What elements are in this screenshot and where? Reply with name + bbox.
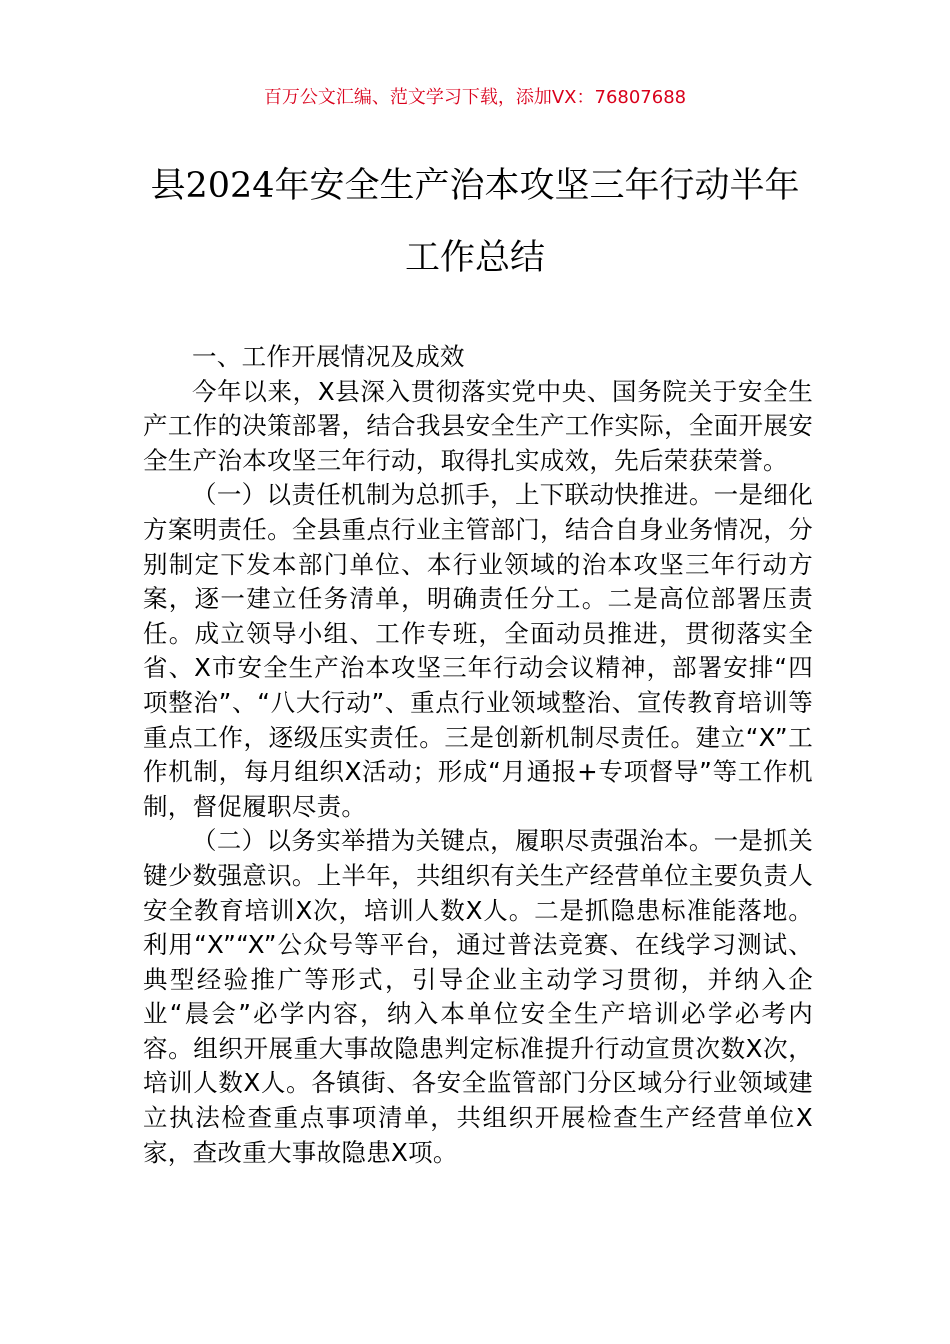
promo-banner: 百万公文汇编、范文学习下载，添加VX：76807688 xyxy=(263,87,687,108)
paragraph-measures: （二）以务实举措为关键点，履职尽责强治本。一是抓关键少数强意识。上半年，共组织有关生产经营单位主要负责人安全教育培训X次，培训人数X人。二是抓隐患标准能落地。利用“X”“X”公众号等平台，通过普法竞赛、在线学习测试、典型经验推广等形式，引导企业主动学习贯彻，并纳入企业“晨会”必学内容，纳入本单位安全生产培训必学必考内容。组织开展重大事故隐患判定标准提升行动宣贯次数X次，培训人数X人。各镇街、各安全监管部门分区域分行业领域建立执法检查重点事项清单，共组织开展检查生产经营单位X家，查改重大事故隐患X项。 xyxy=(143,826,813,1167)
document-title xyxy=(120,150,830,294)
title-line-1: 县2024年安全生产治本攻坚三年行动半年 xyxy=(150,166,800,206)
paragraph-responsibility: （一）以责任机制为总抓手，上下联动快推进。一是细化方案明责任。全县重点行业主管部门，结合自身业务情况，分别制定下发本部门单位、本行业领域的治本攻坚三年行动方案，逐一建立任务清单，明确责任分工。二是高位部署压责任。成立领导小组、工作专班，全面动员推进，贯彻落实全省、X市安全生产治本攻坚三年行动会议精神，部署安排“四项整治”、“八大行动”、重点行业领域整治、宣传教育培训等重点工作，逐级压实责任。三是创新机制尽责任。建立“X”工作机制，每月组织X活动；形成“月通报+专项督导”等工作机制，督促履职尽责。 xyxy=(143,480,813,821)
document-body xyxy=(143,340,813,1170)
section-heading: 一、工作开展情况及成效 xyxy=(192,342,465,371)
title-line-2: 工作总结 xyxy=(404,238,545,278)
intro-paragraph: 今年以来，X县深入贯彻落实党中央、国务院关于安全生产工作的决策部署，结合我县安全生产工作实际，全面开展安全生产治本攻坚三年行动，取得扎实成效，先后荣获荣誉。 xyxy=(143,376,813,475)
